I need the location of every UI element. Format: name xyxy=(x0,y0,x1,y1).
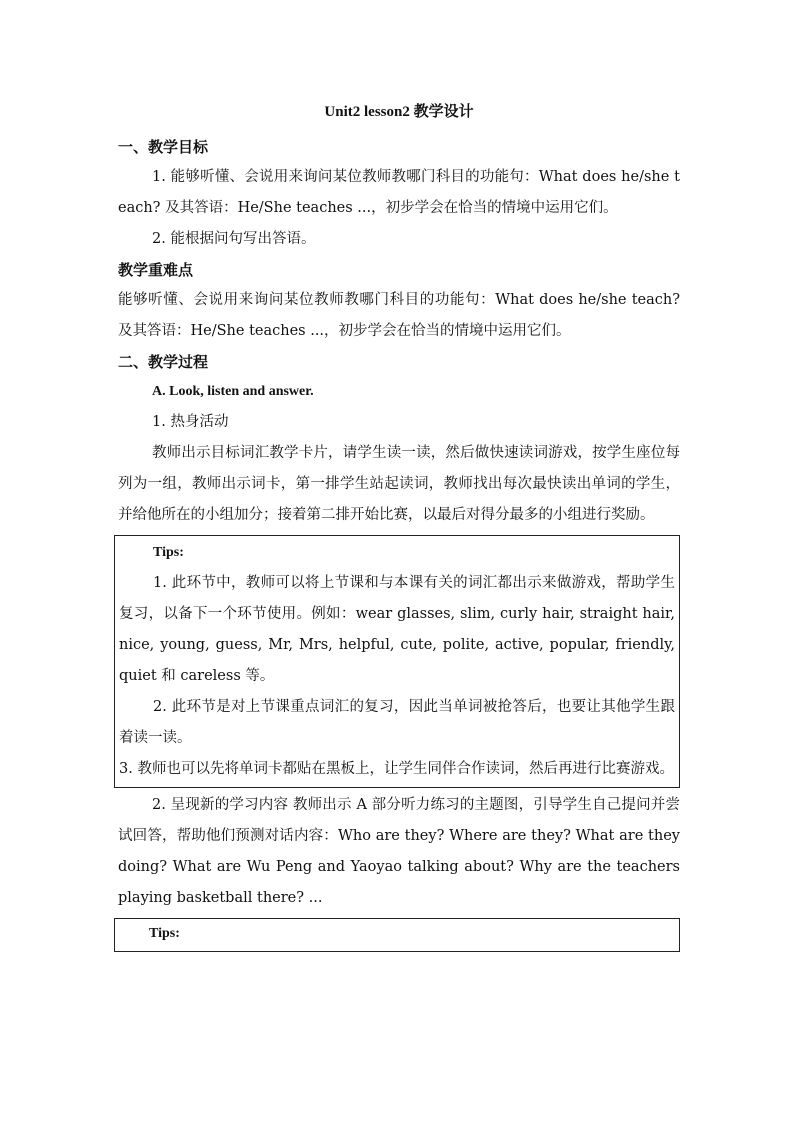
objective-item-1: 1. 能够听懂、会说用来询问某位教师教哪门科目的功能句：What does he/she teach? 及其答语：He/She teaches ...，初步学会在恰当的情境中运用它们。 xyxy=(118,169,680,216)
step-2-text: 2. 呈现新的学习内容 教师出示 A 部分听力练习的主题图，引导学生自己提问并尝试回答，帮助他们预测对话内容：Who are they? Where are they? What are they doing? What are Wu Peng and Yaoyao talking about? Why are the teachers playing basketball there? ... xyxy=(118,797,680,906)
step-1-text: 教师出示目标词汇教学卡片，请学生读一读，然后做快速读词游戏，按学生座位每列为一组，教师出示词卡，第一排学生站起读词，教师找出每次最快读出单词的学生，并给他所在的小组加分；接着第二排开始比赛，以最后对得分最多的小组进行奖励。 xyxy=(118,445,680,523)
tip-item-2: 2. 此环节是对上节课重点词汇的复习，因此当单词被抢答后，也要让其他学生跟着读一读。 xyxy=(119,699,675,746)
document-page xyxy=(118,96,680,952)
difficulties-text: 能够听懂、会说用来询问某位教师教哪门科目的功能句：What does he/she teach? 及其答语：He/She teaches ...，初步学会在恰当的情境中运用它们。 xyxy=(118,292,680,339)
document-title: Unit2 lesson2 教学设计 xyxy=(324,104,474,120)
tips-box-1 xyxy=(114,535,680,788)
tip-item-1: 1. 此环节中，教师可以将上节课和与本课有关的词汇都出示来做游戏，帮助学生复习，以备下一个环节使用。例如：wear glasses, slim, curly hair, straight hair, nice, young, guess, Mr, Mrs, helpful, cute, polite, active, popular, friendly, quiet 和 careless 等。 xyxy=(119,575,675,684)
objective-item-2: 2. 能根据问句写出答语。 xyxy=(152,231,316,247)
tip-item-3: 3. 教师也可以先将单词卡都贴在黑板上，让学生同伴合作读词，然后再进行比赛游戏。 xyxy=(119,761,674,777)
tips-label-2: Tips: xyxy=(149,926,180,941)
subsection-a-title: A. Look, listen and answer. xyxy=(152,384,314,399)
section-heading-process: 二、教学过程 xyxy=(118,353,209,371)
tips-box-2 xyxy=(114,918,680,952)
section-heading-objectives: 一、教学目标 xyxy=(118,138,209,156)
section-heading-difficulties: 教学重难点 xyxy=(118,261,194,279)
tips-label: Tips: xyxy=(153,545,184,560)
step-1-title: 1. 热身活动 xyxy=(152,414,229,430)
